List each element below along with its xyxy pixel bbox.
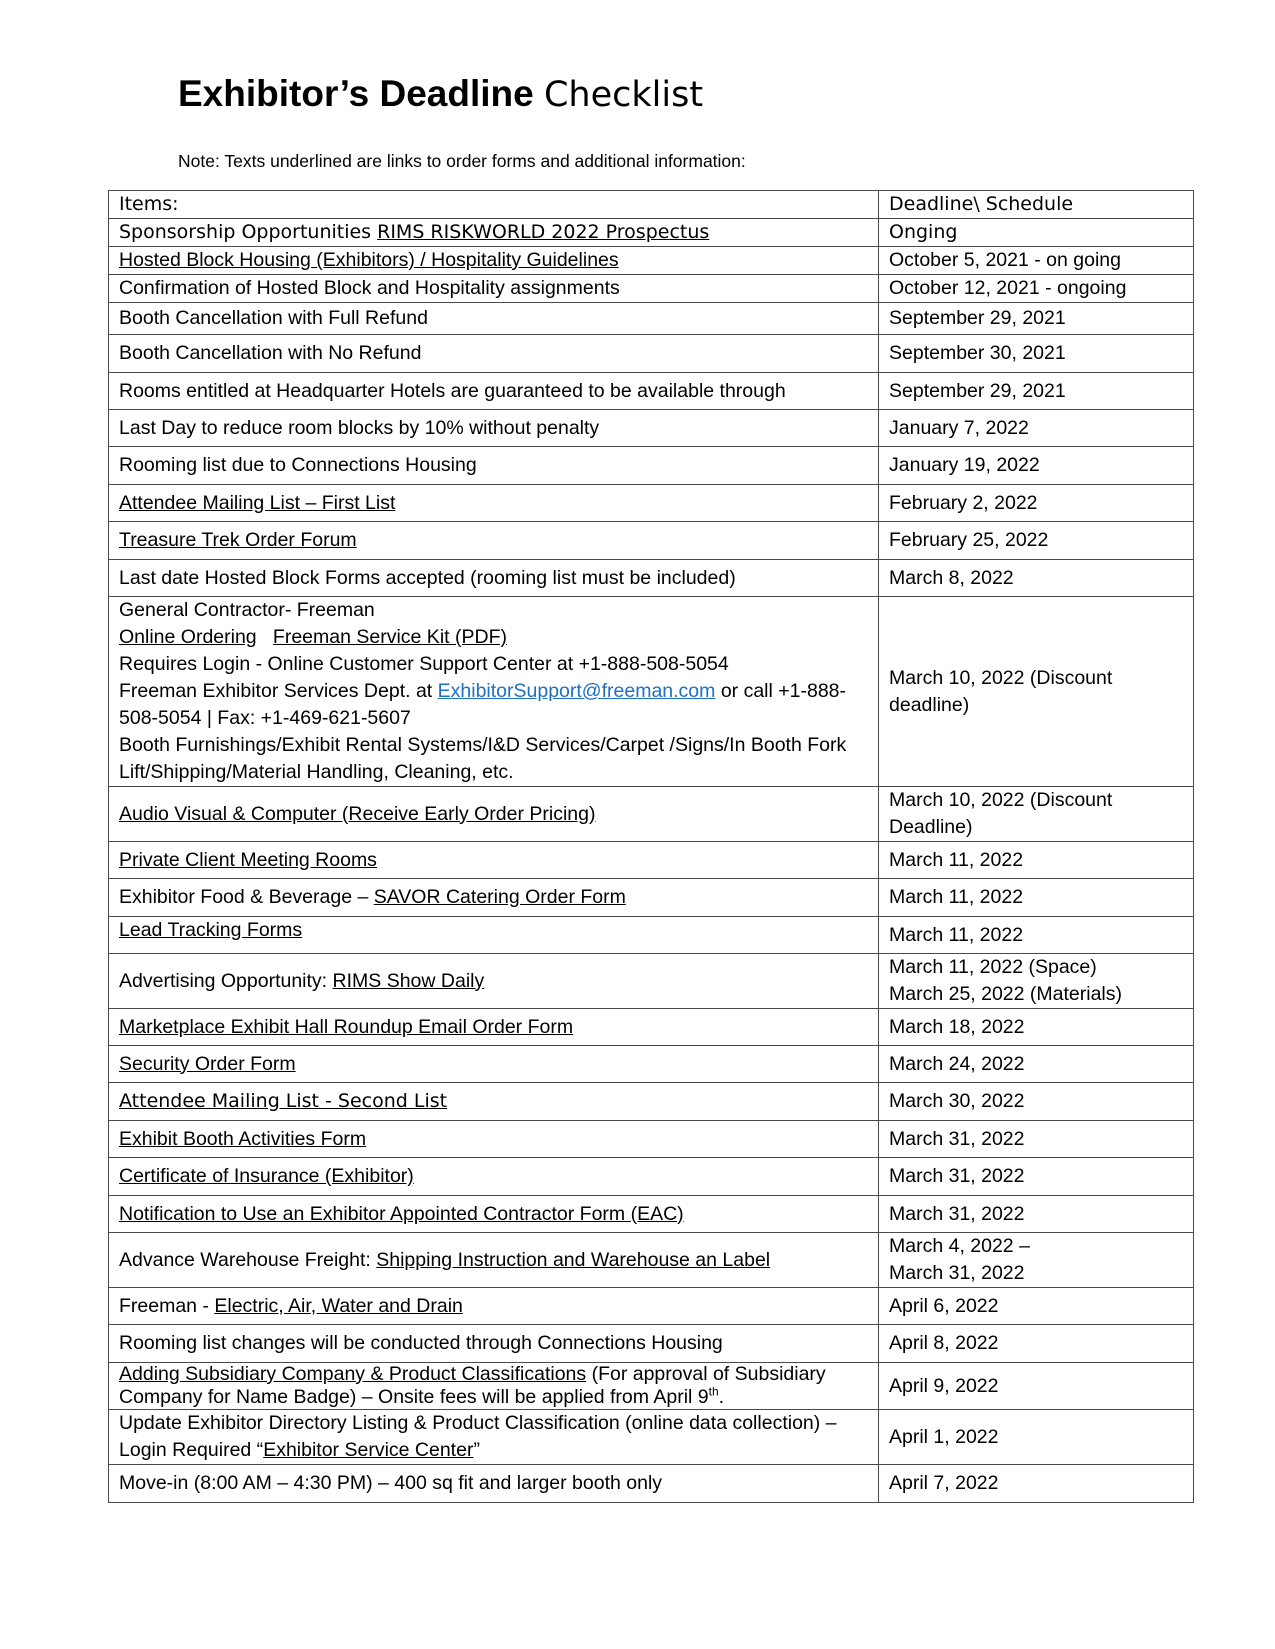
date-cell: February 25, 2022: [879, 522, 1194, 560]
item-cell: [109, 1288, 879, 1325]
table-row: [109, 879, 1194, 917]
date-cell: March 11, 2022: [879, 842, 1194, 879]
general-contractor-text: General Contractor- Freeman: [119, 599, 375, 621]
item-cell: [109, 219, 879, 247]
date-cell: March 11, 2022: [879, 917, 1194, 954]
date-cell: March 31, 2022: [879, 1196, 1194, 1233]
item-cell: [109, 1233, 879, 1288]
date-cell: September 29, 2021: [879, 303, 1194, 335]
item-cell: Rooming list changes will be conducted through Connections Housing: [109, 1325, 879, 1363]
treasure-trek-link[interactable]: Treasure Trek Order Forum: [119, 529, 357, 551]
table-row: [109, 1465, 1194, 1503]
security-order-link[interactable]: Security Order Form: [119, 1052, 296, 1075]
subsidiary-company-link[interactable]: Adding Subsidiary Company & Product Classifications: [119, 1363, 587, 1385]
email-link[interactable]: ExhibitorSupport@freeman.com: [437, 680, 716, 702]
insurance-link[interactable]: Certificate of Insurance (Exhibitor): [119, 1165, 414, 1187]
date-line: March 31, 2022: [889, 1262, 1025, 1284]
note-text: Note: Texts underlined are links to order forms and additional information:: [178, 151, 746, 171]
login-text: Requires Login - Online Customer Support Center at +1-888-508-5054: [119, 653, 729, 675]
superscript: th: [708, 1384, 719, 1399]
item-cell: [109, 1121, 879, 1158]
online-ordering-link[interactable]: Online Ordering: [119, 626, 257, 648]
date-cell: April 7, 2022: [879, 1465, 1194, 1503]
table-row: [109, 1363, 1194, 1410]
table-row: [109, 560, 1194, 597]
table-row: [109, 1083, 1194, 1121]
table-row: [109, 597, 1194, 787]
date-line: March 4, 2022 –: [889, 1235, 1030, 1257]
item-text: Update Exhibitor Directory Listing & Product Classification (online data collection) – Login Required “: [119, 1412, 837, 1461]
table-row: [109, 1046, 1194, 1083]
date-cell: Onging: [879, 219, 1194, 247]
header-items: Items:: [109, 191, 879, 219]
table-row: [109, 954, 1194, 1009]
roundup-email-link[interactable]: Marketplace Exhibit Hall Roundup Email Order Form: [119, 1015, 574, 1038]
date-cell: [879, 1233, 1194, 1288]
date-cell: March 8, 2022: [879, 560, 1194, 597]
date-cell: September 29, 2021: [879, 373, 1194, 410]
item-text: Exhibitor Food & Beverage –: [119, 886, 374, 908]
item-text-end: ”: [473, 1439, 480, 1461]
mailing-list-first-link[interactable]: Attendee Mailing List – First List: [119, 491, 396, 514]
item-cell: [109, 842, 879, 879]
freeman-links-line: [119, 624, 868, 651]
housing-guidelines-link[interactable]: Hosted Block Housing (Exhibitors) / Hospitality Guidelines: [119, 249, 619, 271]
item-cell: [109, 1046, 879, 1083]
item-text: Advance Warehouse Freight:: [119, 1248, 377, 1271]
date-line: March 25, 2022 (Materials): [889, 983, 1123, 1005]
table-row: [109, 1196, 1194, 1233]
date-cell: January 7, 2022: [879, 410, 1194, 447]
item-text: Sponsorship Opportunities: [119, 221, 378, 243]
table-row: [109, 522, 1194, 560]
item-cell: [109, 522, 879, 560]
table-row: [109, 1009, 1194, 1046]
freeman-service-kit-link[interactable]: Freeman Service Kit (PDF): [272, 626, 507, 648]
item-cell: [109, 1410, 879, 1465]
eac-form-link[interactable]: Notification to Use an Exhibitor Appointed Contractor Form (EAC): [119, 1202, 684, 1225]
prospectus-link[interactable]: RIMS RISKWORLD 2022 Prospectus: [377, 221, 710, 243]
item-text: (For approval of Subsidiary Company for Name Badge) – Onsite fees will be applied from April 9: [119, 1363, 826, 1408]
item-text: Freeman -: [119, 1294, 215, 1317]
date-cell: February 2, 2022: [879, 485, 1194, 522]
item-cell: Rooms entitled at Headquarter Hotels are guaranteed to be available through: [109, 373, 879, 410]
booth-activities-link[interactable]: Exhibit Booth Activities Form: [119, 1127, 367, 1150]
date-cell: January 19, 2022: [879, 447, 1194, 485]
date-cell: March 10, 2022 (Discount deadline): [879, 597, 1194, 787]
utilities-link[interactable]: Electric, Air, Water and Drain: [214, 1294, 463, 1317]
item-cell: [109, 247, 879, 275]
table-row: [109, 485, 1194, 522]
date-cell: March 24, 2022: [879, 1046, 1194, 1083]
item-cell: [109, 879, 879, 917]
date-cell: March 18, 2022: [879, 1009, 1194, 1046]
table-row: [109, 219, 1194, 247]
table-row: [109, 447, 1194, 485]
table-row: [109, 842, 1194, 879]
contact-suffix: or call +1-888-508-5054 | Fax: +1-469-621-5607: [119, 680, 847, 729]
date-cell: October 12, 2021 - ongoing: [879, 275, 1194, 303]
table-row: [109, 410, 1194, 447]
item-cell: [109, 917, 879, 954]
table-row: [109, 247, 1194, 275]
date-cell: March 31, 2022: [879, 1121, 1194, 1158]
item-cell: [109, 1009, 879, 1046]
item-cell: [109, 787, 879, 842]
item-cell: Move-in (8:00 AM – 4:30 PM) – 400 sq fit and larger booth only: [109, 1465, 879, 1503]
item-cell: Last Day to reduce room blocks by 10% without penalty: [109, 410, 879, 447]
item-cell: [109, 1363, 879, 1410]
services-text: Booth Furnishings/Exhibit Rental Systems/I&D Services/Carpet /Signs/In Booth Fork Lift/Shipping/Material Handling, Cleaning, etc.: [119, 734, 847, 783]
mailing-list-second-link[interactable]: Attendee Mailing List - Second List: [119, 1090, 448, 1112]
date-cell: April 8, 2022: [879, 1325, 1194, 1363]
date-cell: April 1, 2022: [879, 1410, 1194, 1465]
audio-visual-link[interactable]: Audio Visual & Computer (Receive Early Order Pricing): [119, 802, 596, 825]
table-row: [109, 1410, 1194, 1465]
exhibitor-service-center-link[interactable]: Exhibitor Service Center: [263, 1439, 474, 1461]
item-cell: Rooming list due to Connections Housing: [109, 447, 879, 485]
item-cell: [109, 1083, 879, 1121]
date-cell: September 30, 2021: [879, 335, 1194, 373]
table-row: [109, 1288, 1194, 1325]
item-cell: [109, 1196, 879, 1233]
item-cell: [109, 485, 879, 522]
contact-prefix: Freeman Exhibitor Services Dept. at: [119, 680, 438, 702]
date-cell: April 6, 2022: [879, 1288, 1194, 1325]
table-row: [109, 1325, 1194, 1363]
date-line: March 11, 2022 (Space): [889, 956, 1097, 978]
table-row: [109, 373, 1194, 410]
lead-tracking-link[interactable]: Lead Tracking Forms: [119, 919, 303, 941]
item-cell: [109, 597, 879, 787]
table-row: [109, 335, 1194, 373]
page-title: [178, 72, 703, 117]
deadline-table: [108, 190, 1194, 1503]
item-cell: Last date Hosted Block Forms accepted (rooming list must be included): [109, 560, 879, 597]
date-cell: April 9, 2022: [879, 1363, 1194, 1410]
title-rest: Checklist: [543, 75, 704, 115]
table-row: [109, 275, 1194, 303]
table-header-row: [109, 191, 1194, 219]
date-cell: March 30, 2022: [879, 1083, 1194, 1121]
item-cell: Confirmation of Hosted Block and Hospitality assignments: [109, 275, 879, 303]
header-deadline: Deadline\ Schedule: [879, 191, 1194, 219]
item-cell: [109, 954, 879, 1009]
date-cell: October 5, 2021 - on going: [879, 247, 1194, 275]
item-text-end: .: [718, 1386, 725, 1408]
date-cell: March 31, 2022: [879, 1158, 1194, 1196]
item-cell: [109, 1158, 879, 1196]
date-cell: [879, 954, 1194, 1009]
table-row: [109, 303, 1194, 335]
date-cell: March 10, 2022 (Discount Deadline): [879, 787, 1194, 842]
table-row: [109, 917, 1194, 954]
meeting-rooms-link[interactable]: Private Client Meeting Rooms: [119, 848, 377, 871]
item-cell: Booth Cancellation with Full Refund: [109, 303, 879, 335]
table-row: [109, 1121, 1194, 1158]
item-text: Advertising Opportunity:: [119, 969, 333, 992]
show-daily-link[interactable]: RIMS Show Daily: [332, 969, 485, 992]
catering-order-link[interactable]: SAVOR Catering Order Form: [373, 886, 626, 908]
date-cell: March 11, 2022: [879, 879, 1194, 917]
table-row: [109, 1158, 1194, 1196]
item-cell: Booth Cancellation with No Refund: [109, 335, 879, 373]
table-row: [109, 1233, 1194, 1288]
freeman-contact-text: [119, 678, 868, 732]
title-bold: Exhibitor’s Deadline: [178, 73, 534, 114]
shipping-instruction-link[interactable]: Shipping Instruction and Warehouse an Label: [376, 1248, 771, 1271]
table-row: [109, 787, 1194, 842]
